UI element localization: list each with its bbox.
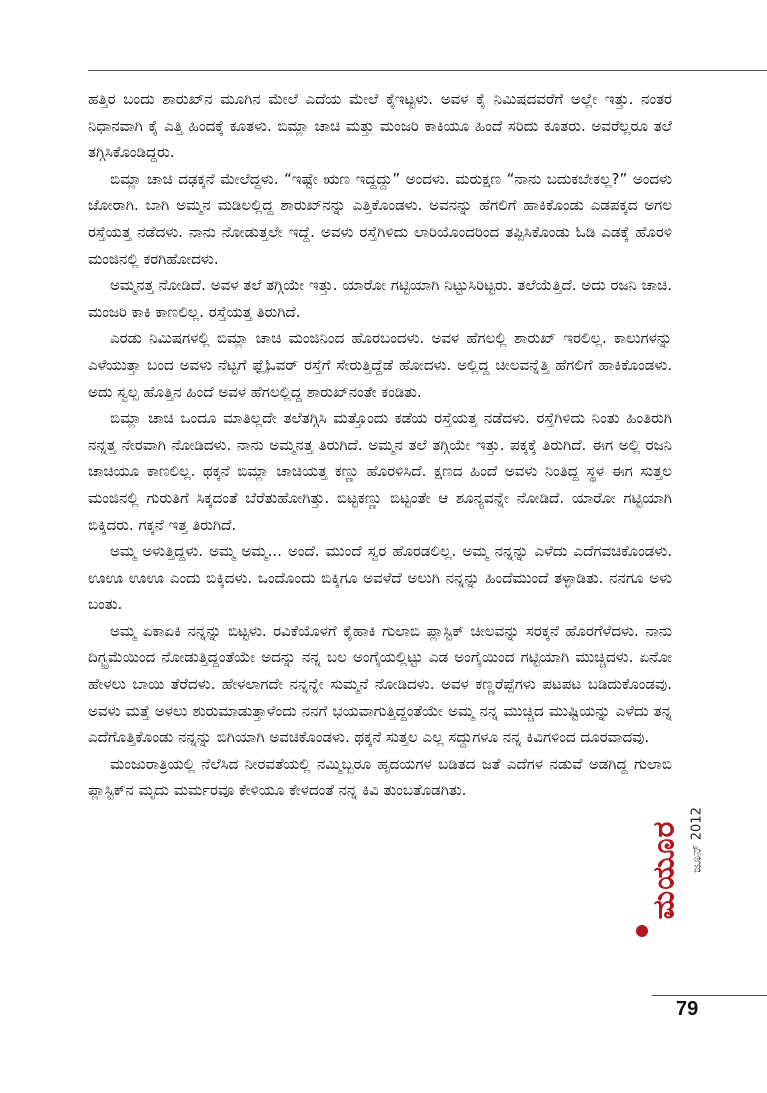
paragraph-4: ಎರಡು ನಿಮಿಷಗಳಲ್ಲಿ ಬಿಮ್ಲಾ ಚಾಚಿ ಮಂಜಿನಿಂದ ಹೊರಬಂದಳು. ಅವಳ ಹೆಗಲಲ್ಲಿ ಶಾರುಖ್ ಇರಲಿಲ್ಲ. ಕಾಲುಗಳನ್ನು ಎಳೆಯುತ್ತಾ ಬಂದ ಅವಳು ನೆಟ್ಟಗೆ ಫ್ಲೈಓವರ್ ರಸ್ತೆಗೆ ಸೇರುತ್ತಿದ್ದೆಡೆ ಹೋದಳು. ಅಲ್ಲಿದ್ದ ಚೀಲವನ್ನೆತ್ತಿ ಹೆಗಲಿಗೆ ಹಾಕಿಕೊಂಡಳು. ಅದು ಸ್ವಲ್ಪ ಹೊತ್ತಿನ ಹಿಂದೆ ಅವಳ ಹೆಗಲಲ್ಲಿದ್ದ ಶಾರುಖ್‌ನಂತೇ ಕಂಡಿತು. (88, 329, 672, 401)
paragraph-7: ಅಮ್ಮ ಏಕಾಏಕಿ ನನ್ನನ್ನು ಬಿಟ್ಟಳು. ರವಿಕೆಯೊಳಗೆ ಕೈಹಾಕಿ ಗುಲಾಬಿ ಪ್ಲಾಸ್ಟಿಕ್ ಚೀಲವನ್ನು ಸರಕ್ಕನೆ ಹೊರಗೆಳೆದಳು. ನಾನು ದಿಗ್ಭ್ರಮೆಯಿಂದ ನೋಡುತ್ತಿದ್ದಂತೆಯೇ ಅದನ್ನು ನನ್ನ ಬಲ ಅಂಗೈಯಲ್ಲಿಟ್ಟು ಎಡ ಅಂಗೈಯಿಂದ ಗಟ್ಟಿಯಾಗಿ ಮುಚ್ಚಿದಳು. ಏನೋ ಹೇಳಲು ಬಾಯಿ ತೆರೆದಳು. ಹೇಳಲಾಗದೇ ನನ್ನನ್ನೇ ಸುಮ್ಮನೆ ನೋಡಿದಳು. ಅವಳ ಕಣ್ಣರೆಪ್ಪೆಗಳು ಪಟಪಟ ಬಡಿದುಕೊಂಡವು. ಅವಳು ಮತ್ತೆ ಅಳಲು ಶುರುಮಾಡುತ್ತಾಳೆಂದು ನನಗೆ ಭಯವಾಗುತ್ತಿದ್ದಂತೆಯೇ ಅಮ್ಮ ನನ್ನ ಮುಚ್ಚಿದ ಮುಷ್ಟಿಯನ್ನು ಎಳೆದು ತನ್ನ ಎದೆಗೊತ್ತಿಕೊಂಡು ನನ್ನನ್ನು ಬಿಗಿಯಾಗಿ ಅವಚಿಕೊಂಡಳು. ಥಕ್ಕನೆ ಸುತ್ತಲ ಎಲ್ಲ ಸದ್ದುಗಳೂ ನನ್ನ ಕಿವಿಗಳಿಂದ ದೂರವಾದವು. (88, 621, 672, 747)
paragraph-5: ಬಿಮ್ಲಾ ಚಾಚಿ ಒಂದೂ ಮಾತಿಲ್ಲದೇ ತಲೆತಗ್ಗಿಸಿ ಮತ್ತೊಂದು ಕಡೆಯ ರಸ್ತೆಯತ್ತ ನಡೆದಳು. ರಸ್ತೆಗಿಳಿದು ನಿಂತು ಹಿಂತಿರುಗಿ ನನ್ನತ್ತ ನೇರವಾಗಿ ನೋಡಿದಳು. ನಾನು ಅಮ್ಮನತ್ತ ತಿರುಗಿದೆ. ಅಮ್ಮನ ತಲೆ ತಗ್ಗಿಯೇ ಇತ್ತು. ಪಕ್ಕಕ್ಕೆ ತಿರುಗಿದೆ. ಈಗ ಅಲ್ಲಿ ರಜನಿ ಚಾಚಿಯೂ ಕಾಣಲಿಲ್ಲ. ಥಕ್ಕನೆ ಬಿಮ್ಲಾ ಚಾಚಿಯತ್ತ ಕಣ್ಣು ಹೊರಳಿಸಿದೆ. ಕ್ಷಣದ ಹಿಂದೆ ಅವಳು ನಿಂತಿದ್ದ ಸ್ಥಳ ಈಗ ಸುತ್ತಲ ಮಂಜಿನಲ್ಲಿ ಗುರುತಿಗೆ ಸಿಕ್ಕದಂತೆ ಬೆರೆತುಹೋಗಿತ್ತು. ಬಿಟ್ಟಕಣ್ಣು ಬಿಟ್ಟಂತೇ ಆ ಶೂನ್ಯವನ್ನೇ ನೋಡಿದೆ. ಯಾರೋ ಗಟ್ಟಿಯಾಗಿ ಬಿಕ್ಕಿದರು. ಗಕ್ಕನೆ ಇತ್ತ ತಿರುಗಿದೆ. (88, 409, 672, 534)
paragraph-6: ಅಮ್ಮ ಅಳುತ್ತಿದ್ದಳು. ಅಮ್ಮ ಅಮ್ಮ... ಅಂದೆ. ಮುಂದೆ ಸ್ವರ ಹೊರಡಲಿಲ್ಲ. ಅಮ್ಮ ನನ್ನನ್ನು ಎಳೆದು ಎದೆಗವಚಿಕೊಂಡಳು. ಊಊ ಊಊ ಎಂದು ಬಿಕ್ಕಿದಳು. ಒಂದೊಂದು ಬಿಕ್ಕಿಗೂ ಅವಳೆದೆ ಅಲುಗಿ ನನ್ನನ್ನು ಹಿಂದೆಮುಂದೆ ತಳ್ಳಾಡಿತು. ನನಗೂ ಅಳು ಬಂತು. (88, 542, 672, 614)
bullet-dot-icon (636, 925, 648, 937)
issue-date (686, 780, 708, 900)
paragraph-1: ಹತ್ತಿರ ಬಂದು ಶಾರುಖ್‌ನ ಮೂಗಿನ ಮೇಲೆ ಎದೆಯ ಮೇಲೆ ಕೈಇಟ್ಟಳು. ಅವಳ ಕೈ ನಿಮಿಷದವರೆಗೆ ಅಲ್ಲೇ ಇತ್ತು. ನಂತರ ನಿಧಾನವಾಗಿ ಕೈ ಎತ್ತಿ ಹಿಂದಕ್ಕೆ ಕೂತಳು. ಬಿಮ್ಲಾ ಚಾಚಿ ಮತ್ತು ಮಂಜರಿ ಕಾಕಿಯೂ ಹಿಂದೆ ಸರಿದು ಕೂತರು. ಅವರೆಲ್ಲರೂ ತಲೆ ತಗ್ಗಿಸಿಕೊಂಡಿದ್ದರು. (88, 90, 672, 162)
paragraph-8: ಮಂಜುರಾತ್ರಿಯಲ್ಲಿ ನೆಲೆಸಿದ ನೀರವತೆಯಲ್ಲಿ ನಮ್ಮಿಬ್ಬರೂ ಹೃದಯಗಳ ಬಡಿತದ ಜತೆ ಎದೆಗಳ ನಡುವೆ ಅಡಗಿದ್ದ ಗುಲಾಬಿ ಪ್ಲಾಸ್ಟಿಕ್‌ನ ಮೃದು ಮರ್ಮರವೂ ಕೇಳಿಯೂ ಕೇಳದಂತೆ ನನ್ನ ಕಿವಿ ತುಂಬತೊಡಗಿತು. (88, 754, 672, 800)
paragraph-3: ಅಮ್ಮನತ್ತ ನೋಡಿದೆ. ಅವಳ ತಲೆ ತಗ್ಗಿಯೇ ಇತ್ತು. ಯಾರೋ ಗಟ್ಟಿಯಾಗಿ ನಿಟ್ಟುಸಿರಿಟ್ಟರು. ತಲೆಯೆತ್ತಿದೆ. ಅದು ರಜನಿ ಚಾಚಿ. ಮಂಜರಿ ಕಾಕಿ ಕಾಣಲಿಲ್ಲ. ರಸ್ತೆಯತ್ತ ತಿರುಗಿದೆ. (88, 276, 672, 321)
header-rule (88, 70, 767, 71)
footer-rule (652, 995, 767, 996)
issue-date-text: ಜೂನ್ 2012 (689, 807, 705, 873)
magazine-title-text: ಮಯೂರ (646, 820, 682, 920)
article-body (88, 86, 672, 804)
paragraph-2: ಬಿಮ್ಲಾ ಚಾಚಿ ದಢಕ್ಕನೆ ಮೇಲೆದ್ದಳು. “ಇಷ್ಟೇ ಋಣ ಇದ್ದದ್ದು” ಅಂದಳು. ಮರುಕ್ಷಣ “ನಾನು ಬದುಕಬೇಕಲ್ಲ?” ಅಂದಳು ಜೋರಾಗಿ. ಬಾಗಿ ಅಮ್ಮನ ಮಡಿಲಲ್ಲಿದ್ದ ಶಾರುಖ್‌ನನ್ನು ಎತ್ತಿಕೊಂಡಳು. ಅವನನ್ನು ಹೆಗಲಿಗೆ ಹಾಕಿಕೊಂಡು ಎಡಪಕ್ಕದ ಅಗಲ ರಸ್ತೆಯತ್ತ ನಡೆದಳು. ನಾನು ನೋಡುತ್ತಲೇ ಇದ್ದೆ. ಅವಳು ರಸ್ತೆಗಿಳಿದು ಲಾರಿಯೊಂದರಿಂದ ತಪ್ಪಿಸಿಕೊಂಡು ಓಡಿ ಎಡಕ್ಕೆ ಹೊರಳಿ ಮಂಜಿನಲ್ಲಿ ಕರಗಿಹೋದಳು. (88, 169, 672, 268)
magazine-logo (644, 795, 684, 945)
page-number: 79 (676, 998, 699, 1020)
